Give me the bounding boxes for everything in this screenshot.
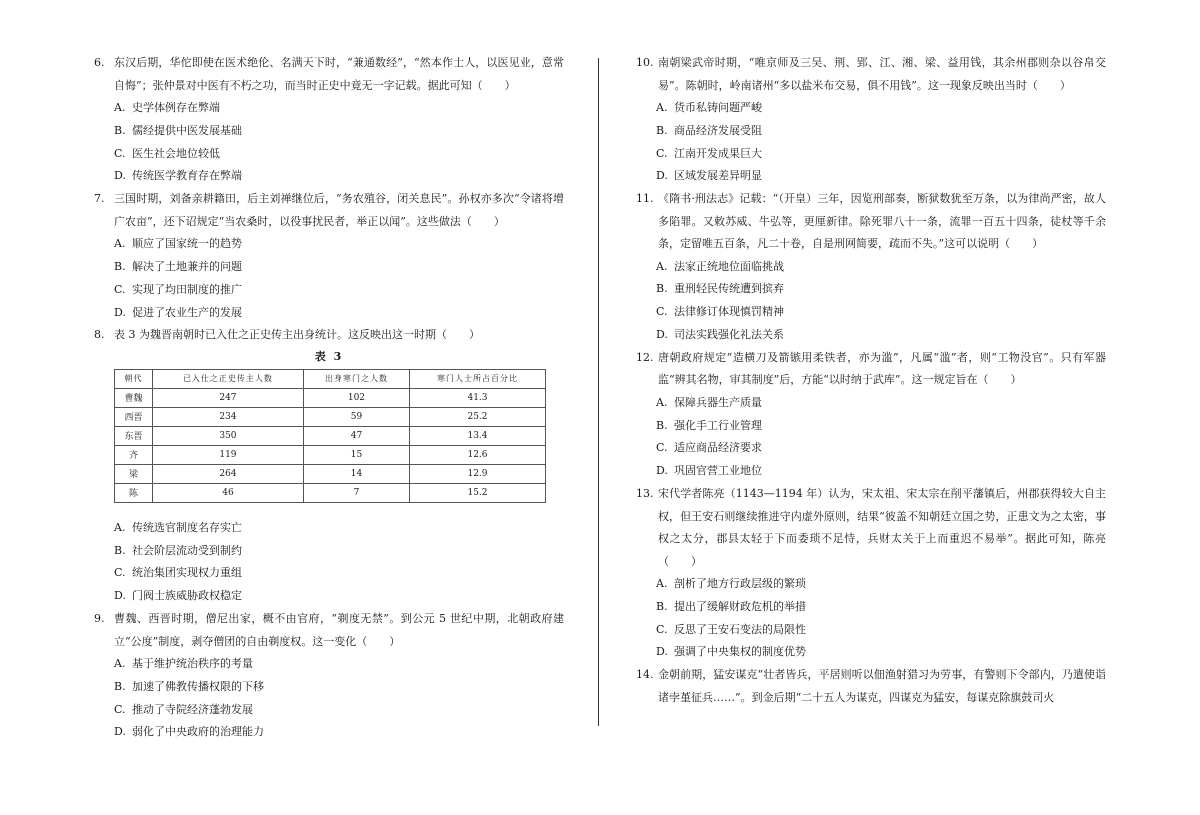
table-row [115, 445, 546, 464]
option-b [94, 120, 564, 143]
option-label: C. [114, 146, 126, 160]
option-label: A. [656, 395, 668, 409]
question-number: 11. [636, 192, 654, 206]
table-cell: 47 [303, 426, 409, 445]
option-label: D. [656, 645, 668, 659]
option-b [94, 256, 564, 279]
option-d [636, 641, 1106, 664]
option-label: D. [656, 328, 668, 342]
question-7 [94, 188, 564, 324]
option-label: A. [114, 237, 126, 251]
question-9 [94, 608, 564, 744]
option-b [94, 676, 564, 699]
question-text: 表 3 为魏晋南朝时已入仕之正史传主出身统计。这反映出这一时期（ ） [114, 328, 480, 342]
question-number: 13. [636, 487, 654, 501]
table-header-row [115, 369, 546, 388]
question-number: 12. [636, 350, 654, 364]
table-row [115, 426, 546, 445]
option-c [636, 619, 1106, 642]
table-row [115, 388, 546, 407]
table-cell: 234 [153, 407, 304, 426]
table-cell: 7 [303, 483, 409, 502]
option-label: C. [656, 622, 668, 636]
option-label: B. [656, 123, 668, 137]
option-label: A. [114, 101, 126, 114]
option-d [636, 460, 1106, 483]
table-cell: 46 [153, 483, 304, 502]
table-cell: 西晋 [115, 407, 153, 426]
option-text: 区域发展差异明显 [674, 169, 762, 183]
table-cell: 350 [153, 426, 304, 445]
question-text: 唐朝政府规定“造横刀及箭镞用柔铁者，亦为滥”，凡属“滥”者，则“工物没官”。只有军器监“辨其名物，审其制度”后，方能“以时纳于武库”。这一规定旨在（ ） [658, 350, 1106, 387]
option-label: A. [114, 657, 126, 671]
question-stem [94, 324, 564, 347]
option-a [636, 392, 1106, 415]
option-c [94, 562, 564, 585]
option-d [94, 585, 564, 608]
left-column [94, 52, 564, 744]
question-number: 9. [94, 612, 105, 626]
option-label: B. [656, 282, 668, 296]
table-cell: 14 [303, 464, 409, 483]
option-a [636, 256, 1106, 279]
option-text: 解决了土地兼并的问题 [132, 259, 242, 273]
option-text: 强调了中央集权的制度优势 [674, 645, 806, 659]
question-6 [94, 52, 564, 188]
question-number: 6. [94, 56, 105, 69]
statistics-table [114, 369, 546, 503]
option-label: D. [114, 725, 126, 739]
table-cell: 102 [303, 388, 409, 407]
column-divider [598, 58, 599, 726]
option-d [636, 324, 1106, 347]
option-label: D. [114, 169, 126, 183]
option-label: D. [656, 464, 668, 478]
option-text: 适应商品经济要求 [674, 441, 762, 455]
option-text: 促进了农业生产的发展 [132, 305, 242, 319]
table-cell: 15 [303, 445, 409, 464]
question-12 [636, 347, 1106, 483]
option-text: 传统选官制度名存实亡 [132, 520, 242, 534]
option-a [636, 97, 1106, 120]
table-header-cell: 已入仕之正史传主人数 [153, 369, 304, 388]
question-stem [636, 347, 1106, 392]
option-b [636, 120, 1106, 143]
option-text: 保障兵器生产质量 [674, 395, 762, 409]
question-10 [636, 52, 1106, 188]
option-text: 法家正统地位面临挑战 [674, 259, 784, 273]
option-text: 弱化了中央政府的治理能力 [132, 725, 264, 739]
question-number: 7. [94, 192, 105, 206]
question-number: 10. [636, 56, 654, 69]
option-a [94, 653, 564, 676]
option-label: B. [114, 543, 126, 557]
option-a [94, 517, 564, 540]
question-stem [636, 483, 1106, 573]
option-label: C. [656, 146, 668, 160]
option-text: 基于维护统治秩序的考量 [132, 657, 253, 671]
option-label: B. [114, 679, 126, 693]
option-text: 江南开发成果巨大 [674, 146, 762, 160]
option-text: 反思了王安石变法的局限性 [674, 622, 806, 636]
option-b [636, 278, 1106, 301]
table-cell: 梁 [115, 464, 153, 483]
table-cell: 东晋 [115, 426, 153, 445]
question-stem [94, 188, 564, 233]
option-label: A. [656, 577, 668, 591]
question-number: 14. [636, 668, 654, 682]
table-caption: 表 3 [314, 349, 344, 363]
table-row [115, 407, 546, 426]
table-cell: 25.2 [410, 407, 546, 426]
option-a [94, 233, 564, 256]
option-label: A. [656, 259, 668, 273]
option-c [636, 301, 1106, 324]
question-8 [94, 324, 564, 608]
option-c [94, 699, 564, 722]
option-text: 提出了缓解财政危机的举措 [674, 599, 806, 613]
question-text: 三国时期，刘备亲耕籍田，后主刘禅继位后，“务农殖谷，闭关息民”。孙权亦多次“令诸将增广农亩”，还下诏规定“当农桑时，以役事扰民者，举正以闻”。这些做法（ ） [114, 192, 564, 228]
table-header-cell: 出身寒门之人数 [303, 369, 409, 388]
option-text: 统治集团实现权力重组 [132, 566, 242, 580]
question-text: 金朝前期，猛安谋克“壮者皆兵，平居则听以佃渔射猎习为劳事，有警则下令部内，乃遣使诣诸孛堇征兵……”。到金后期“二十五人为谋克，四谋克为猛安，每谋克除旗鼓司火 [658, 668, 1106, 704]
option-d [94, 165, 564, 188]
question-text: 南朝梁武帝时期，“唯京师及三吴、荆、郢、江、湘、梁、益用钱，其余州郡则杂以谷帛交易”。陈朝时，岭南诸州“多以盐米布交易，俱不用钱”。这一现象反映出当时（ ） [658, 56, 1106, 92]
option-b [636, 415, 1106, 438]
option-label: D. [114, 589, 126, 603]
table-cell: 119 [153, 445, 304, 464]
option-label: B. [656, 418, 668, 432]
table-cell: 齐 [115, 445, 153, 464]
question-number: 8. [94, 328, 105, 342]
question-text: 曹魏、西晋时期，僧尼出家，概不由官府，“剃度无禁”。到公元 5 世纪中期，北朝政府建立“公度”制度，剥夺僧团的自由剃度权。这一变化（ ） [114, 612, 564, 648]
question-stem [94, 608, 564, 653]
question-11 [636, 188, 1106, 347]
table-row [115, 464, 546, 483]
table-cell: 15.2 [410, 483, 546, 502]
option-label: C. [114, 566, 126, 580]
table-cell: 13.4 [410, 426, 546, 445]
option-text: 顺应了国家统一的趋势 [132, 237, 242, 251]
option-label: A. [114, 520, 126, 534]
option-label: B. [656, 599, 668, 613]
table-row [115, 483, 546, 502]
question-text: 东汉后期，华佗即使在医术绝伦、名满天下时，“兼通数经”，“然本作士人，以医见业，意常自悔”；张仲景对中医有不朽之功，而当时正史中竟无一字记载。据此可知（ ） [114, 56, 564, 92]
option-text: 儒经提供中医发展基础 [132, 123, 242, 137]
table-cell: 41.3 [410, 388, 546, 407]
option-text: 巩固官营工业地位 [674, 464, 762, 478]
table-header-cell: 朝代 [115, 369, 153, 388]
right-column [636, 52, 1106, 709]
option-a [94, 97, 564, 120]
option-d [94, 721, 564, 744]
option-text: 推动了寺院经济蓬勃发展 [132, 702, 253, 716]
question-stem [636, 52, 1106, 97]
option-text: 实现了均田制度的推广 [132, 282, 242, 296]
table-cell: 12.6 [410, 445, 546, 464]
table-header-cell: 寒门人士所占百分比 [410, 369, 546, 388]
option-b [94, 540, 564, 563]
option-b [636, 596, 1106, 619]
table-cell: 59 [303, 407, 409, 426]
option-c [636, 143, 1106, 166]
option-c [94, 143, 564, 166]
option-text: 社会阶层流动受到制约 [132, 543, 242, 557]
option-label: C. [114, 282, 126, 296]
question-text: 宋代学者陈亮（1143—1194 年）认为，宋太祖、宋太宗在削平藩镇后，州郡获得较大自主权，但王安石则继续推进守内虚外原则，结果“彼盖不知朝廷立国之势，正患文为之太密，事权之太分，郡县太轻于下而委琐不足恃，兵财太关于上而重迟不易举”。据此可知，陈亮（ ） [658, 487, 1106, 568]
question-text: 《隋书·刑法志》记载：“（开皇）三年，因览刑部奏，断狱数犹至万条，以为律尚严密，故人多陷罪。又敕苏威、牛弘等，更厘新律。除死罪八十一条，流罪一百五十四条，徒杖等千余条，定留唯五百条，凡二十卷，自是刑网简要，疏而不失。”这可以说明（ ） [658, 192, 1106, 251]
question-stem [636, 664, 1106, 709]
table-cell: 12.9 [410, 464, 546, 483]
question-14 [636, 664, 1106, 709]
option-text: 货币私铸问题严峻 [674, 101, 762, 114]
option-label: B. [114, 259, 126, 273]
question-stem [636, 188, 1106, 256]
table-cell: 264 [153, 464, 304, 483]
option-label: D. [114, 305, 126, 319]
table-cell: 陈 [115, 483, 153, 502]
option-text: 门阀士族威胁政权稳定 [132, 589, 242, 603]
option-c [94, 279, 564, 302]
option-text: 法律修订体现慎罚精神 [674, 305, 784, 319]
table-cell: 247 [153, 388, 304, 407]
option-text: 加速了佛教传播权限的下移 [132, 679, 264, 693]
option-label: C. [656, 441, 668, 455]
option-text: 司法实践强化礼法关系 [674, 328, 784, 342]
option-text: 重刑轻民传统遭到摈弃 [674, 282, 784, 296]
option-text: 史学体例存在弊端 [132, 101, 220, 114]
question-stem [94, 52, 564, 97]
option-text: 医生社会地位较低 [132, 146, 220, 160]
option-text: 强化手工行业管理 [674, 418, 762, 432]
option-c [636, 437, 1106, 460]
option-label: A. [656, 101, 668, 114]
option-d [636, 165, 1106, 188]
option-label: C. [656, 305, 668, 319]
option-text: 传统医学教育存在弊端 [132, 169, 242, 183]
option-a [636, 573, 1106, 596]
option-text: 剖析了地方行政层级的繁琐 [674, 577, 806, 591]
option-label: D. [656, 169, 668, 183]
option-d [94, 302, 564, 325]
option-label: B. [114, 123, 126, 137]
table-cell: 曹魏 [115, 388, 153, 407]
question-13 [636, 483, 1106, 664]
option-text: 商品经济发展受阻 [674, 123, 762, 137]
option-label: C. [114, 702, 126, 716]
